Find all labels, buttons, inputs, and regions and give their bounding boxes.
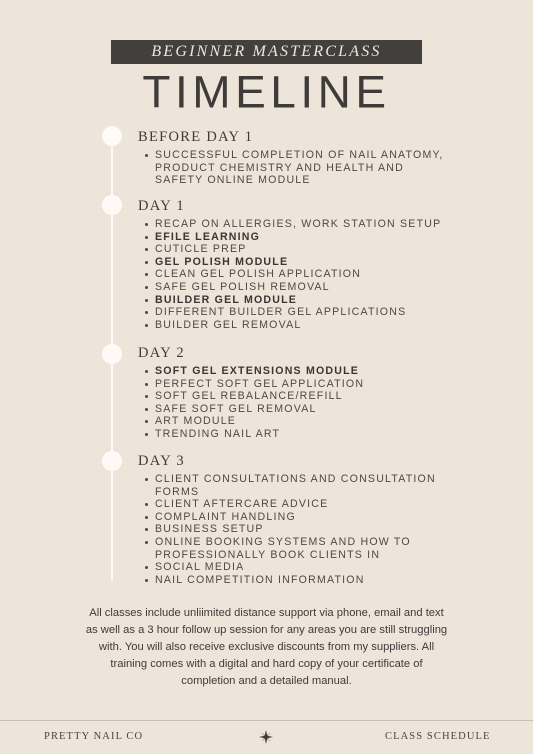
list-item: BUILDER GEL MODULE xyxy=(155,294,455,307)
section-list-before-day-1 xyxy=(155,149,455,187)
list-item: ONLINE BOOKING SYSTEMS AND HOW TO PROFESSIONALLY BOOK CLIENTS IN xyxy=(155,536,455,561)
masterclass-badge: BEGINNER MASTERCLASS xyxy=(111,40,422,64)
list-item: TRENDING NAIL ART xyxy=(155,428,455,441)
list-item: DIFFERENT BUILDER GEL APPLICATIONS xyxy=(155,306,455,319)
section-title-day-3: DAY 3 xyxy=(138,453,185,469)
brand-name: PRETTY NAIL CO xyxy=(44,731,144,742)
list-item: NAIL COMPETITION INFORMATION xyxy=(155,574,455,587)
timeline-dot xyxy=(102,195,122,215)
list-item: EFILE LEARNING xyxy=(155,231,455,244)
page-title: TIMELINE xyxy=(142,66,391,118)
list-item: CLEAN GEL POLISH APPLICATION xyxy=(155,268,455,281)
timeline-dot xyxy=(102,451,122,471)
section-list-day-1 xyxy=(155,218,455,331)
list-item: PERFECT SOFT GEL APPLICATION xyxy=(155,378,455,391)
list-item: RECAP ON ALLERGIES, WORK STATION SETUP xyxy=(155,218,455,231)
list-item: SOFT GEL REBALANCE/REFILL xyxy=(155,390,455,403)
list-item: SOFT GEL EXTENSIONS MODULE xyxy=(155,365,455,378)
list-item: CUTICLE PREP xyxy=(155,243,455,256)
section-list-day-2 xyxy=(155,365,455,441)
section-title-day-1: DAY 1 xyxy=(138,198,185,214)
timeline-dot xyxy=(102,126,122,146)
list-item: CLIENT AFTERCARE ADVICE xyxy=(155,498,455,511)
sparkle-icon xyxy=(259,730,273,744)
section-title-day-2: DAY 2 xyxy=(138,345,185,361)
list-item: BUSINESS SETUP xyxy=(155,523,455,536)
list-item: SOCIAL MEDIA xyxy=(155,561,455,574)
timeline-dot xyxy=(102,344,122,364)
document-type-label: CLASS SCHEDULE xyxy=(385,731,491,742)
section-list-day-3 xyxy=(155,473,455,586)
list-item: SAFE GEL POLISH REMOVAL xyxy=(155,281,455,294)
list-item: SAFE SOFT GEL REMOVAL xyxy=(155,403,455,416)
list-item: SUCCESSFUL COMPLETION OF NAIL ANATOMY, PRODUCT CHEMISTRY AND HEALTH AND SAFETY ONLINE MODULE xyxy=(155,149,455,187)
list-item: BUILDER GEL REMOVAL xyxy=(155,319,455,332)
support-note: All classes include unliimited distance support via phone, email and text as well as a 3 hour follow up session for any areas you are still struggling with. You will also receive exclusive discounts from my suppliers. All training comes with a digital and hard copy of your certificate of completion and a detailed manual. xyxy=(85,607,448,687)
section-title-before-day-1: BEFORE DAY 1 xyxy=(138,129,254,145)
footer-divider xyxy=(0,720,533,721)
list-item: COMPLAINT HANDLING xyxy=(155,511,455,524)
list-item: GEL POLISH MODULE xyxy=(155,256,455,269)
list-item: ART MODULE xyxy=(155,415,455,428)
list-item: CLIENT CONSULTATIONS AND CONSULTATION FORMS xyxy=(155,473,455,498)
